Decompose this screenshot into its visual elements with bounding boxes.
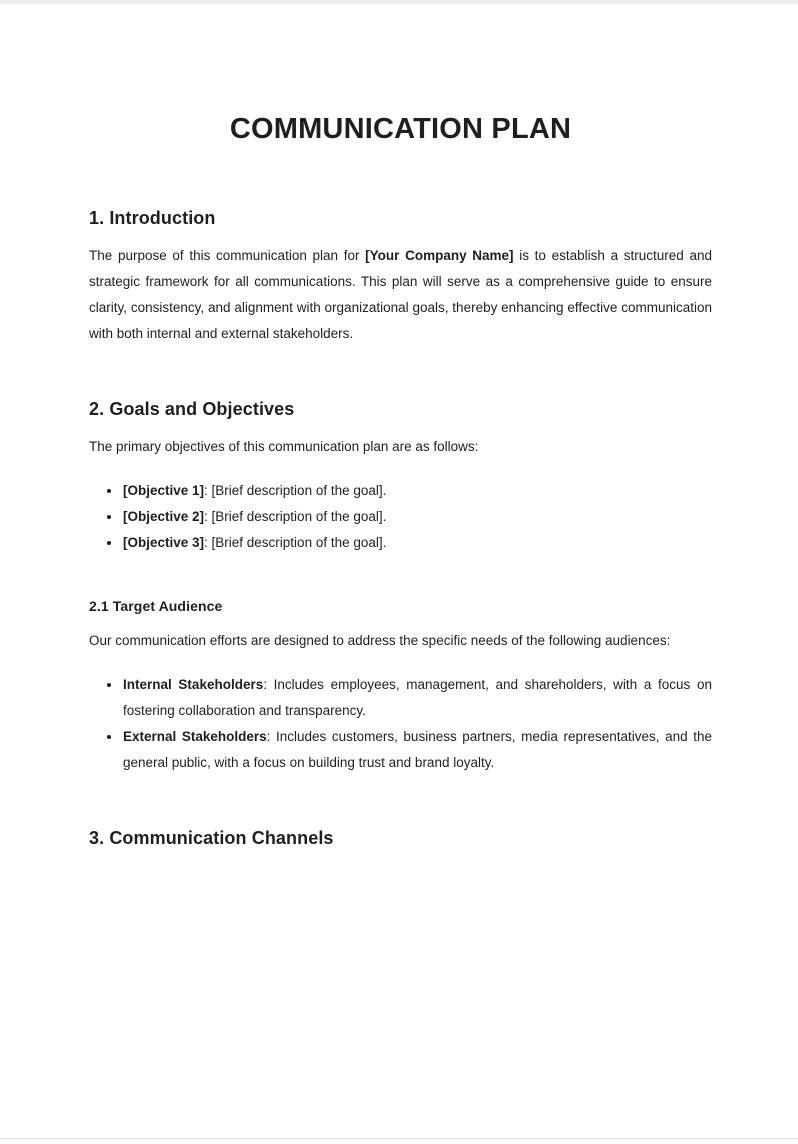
audience-label: Internal Stakeholders	[123, 677, 264, 692]
goals-intro-paragraph: The primary objectives of this communication plan are as follows:	[89, 439, 479, 454]
audience-description: : Includes employees, management, and shareholders, with a focus on fostering collaboration and transparency.	[123, 677, 712, 718]
introduction-paragraph	[89, 243, 712, 347]
spacer	[89, 654, 712, 672]
target-audience-intro-paragraph: Our communication efforts are designed to address the specific needs of the following audiences:	[89, 633, 671, 648]
audience-description: : Includes customers, business partners, media representatives, and the general public, with a focus on building trust and brand loyalty.	[123, 729, 712, 770]
spacer	[89, 420, 712, 434]
list-item	[106, 724, 712, 776]
list-item	[106, 672, 712, 724]
objectives-list	[89, 478, 712, 556]
document-content	[89, 0, 712, 849]
spacer	[89, 460, 712, 478]
introduction-text-before: The purpose of this communication plan for	[89, 248, 366, 263]
objective-description: : [Brief description of the goal].	[204, 509, 387, 524]
spacer	[89, 776, 712, 828]
objective-label: [Objective 3]	[123, 535, 205, 550]
list-item	[106, 478, 712, 504]
spacer	[89, 347, 712, 399]
spacer	[89, 229, 712, 243]
objective-label: [Objective 2]	[123, 509, 205, 524]
section-heading-introduction: 1. Introduction	[89, 208, 216, 228]
list-item	[106, 504, 712, 530]
objective-description: : [Brief description of the goal].	[204, 535, 387, 550]
company-name-placeholder: [Your Company Name]	[365, 248, 514, 263]
section-heading-goals-and-objectives: 2. Goals and Objectives	[89, 399, 295, 419]
page-bottom-edge	[0, 1138, 798, 1139]
page-title: COMMUNICATION PLAN	[229, 113, 572, 145]
spacer	[89, 614, 712, 628]
objective-label: [Objective 1]	[123, 483, 205, 498]
audience-label: External Stakeholders	[123, 729, 267, 744]
subsection-heading-target-audience: 2.1 Target Audience	[89, 598, 223, 614]
introduction-text-after: is to establish a structured and strategic framework for all communications. This plan will serve as a comprehensive guide to ensure clarity, consistency, and alignment with organizational goals, thereby enhancing effective communication with both internal and external stakeholders.	[89, 248, 712, 341]
list-item	[106, 530, 712, 556]
spacer	[89, 146, 712, 208]
spacer	[89, 556, 712, 598]
objective-description: : [Brief description of the goal].	[204, 483, 387, 498]
audiences-list	[89, 672, 712, 776]
section-heading-communication-channels: 3. Communication Channels	[89, 828, 334, 848]
